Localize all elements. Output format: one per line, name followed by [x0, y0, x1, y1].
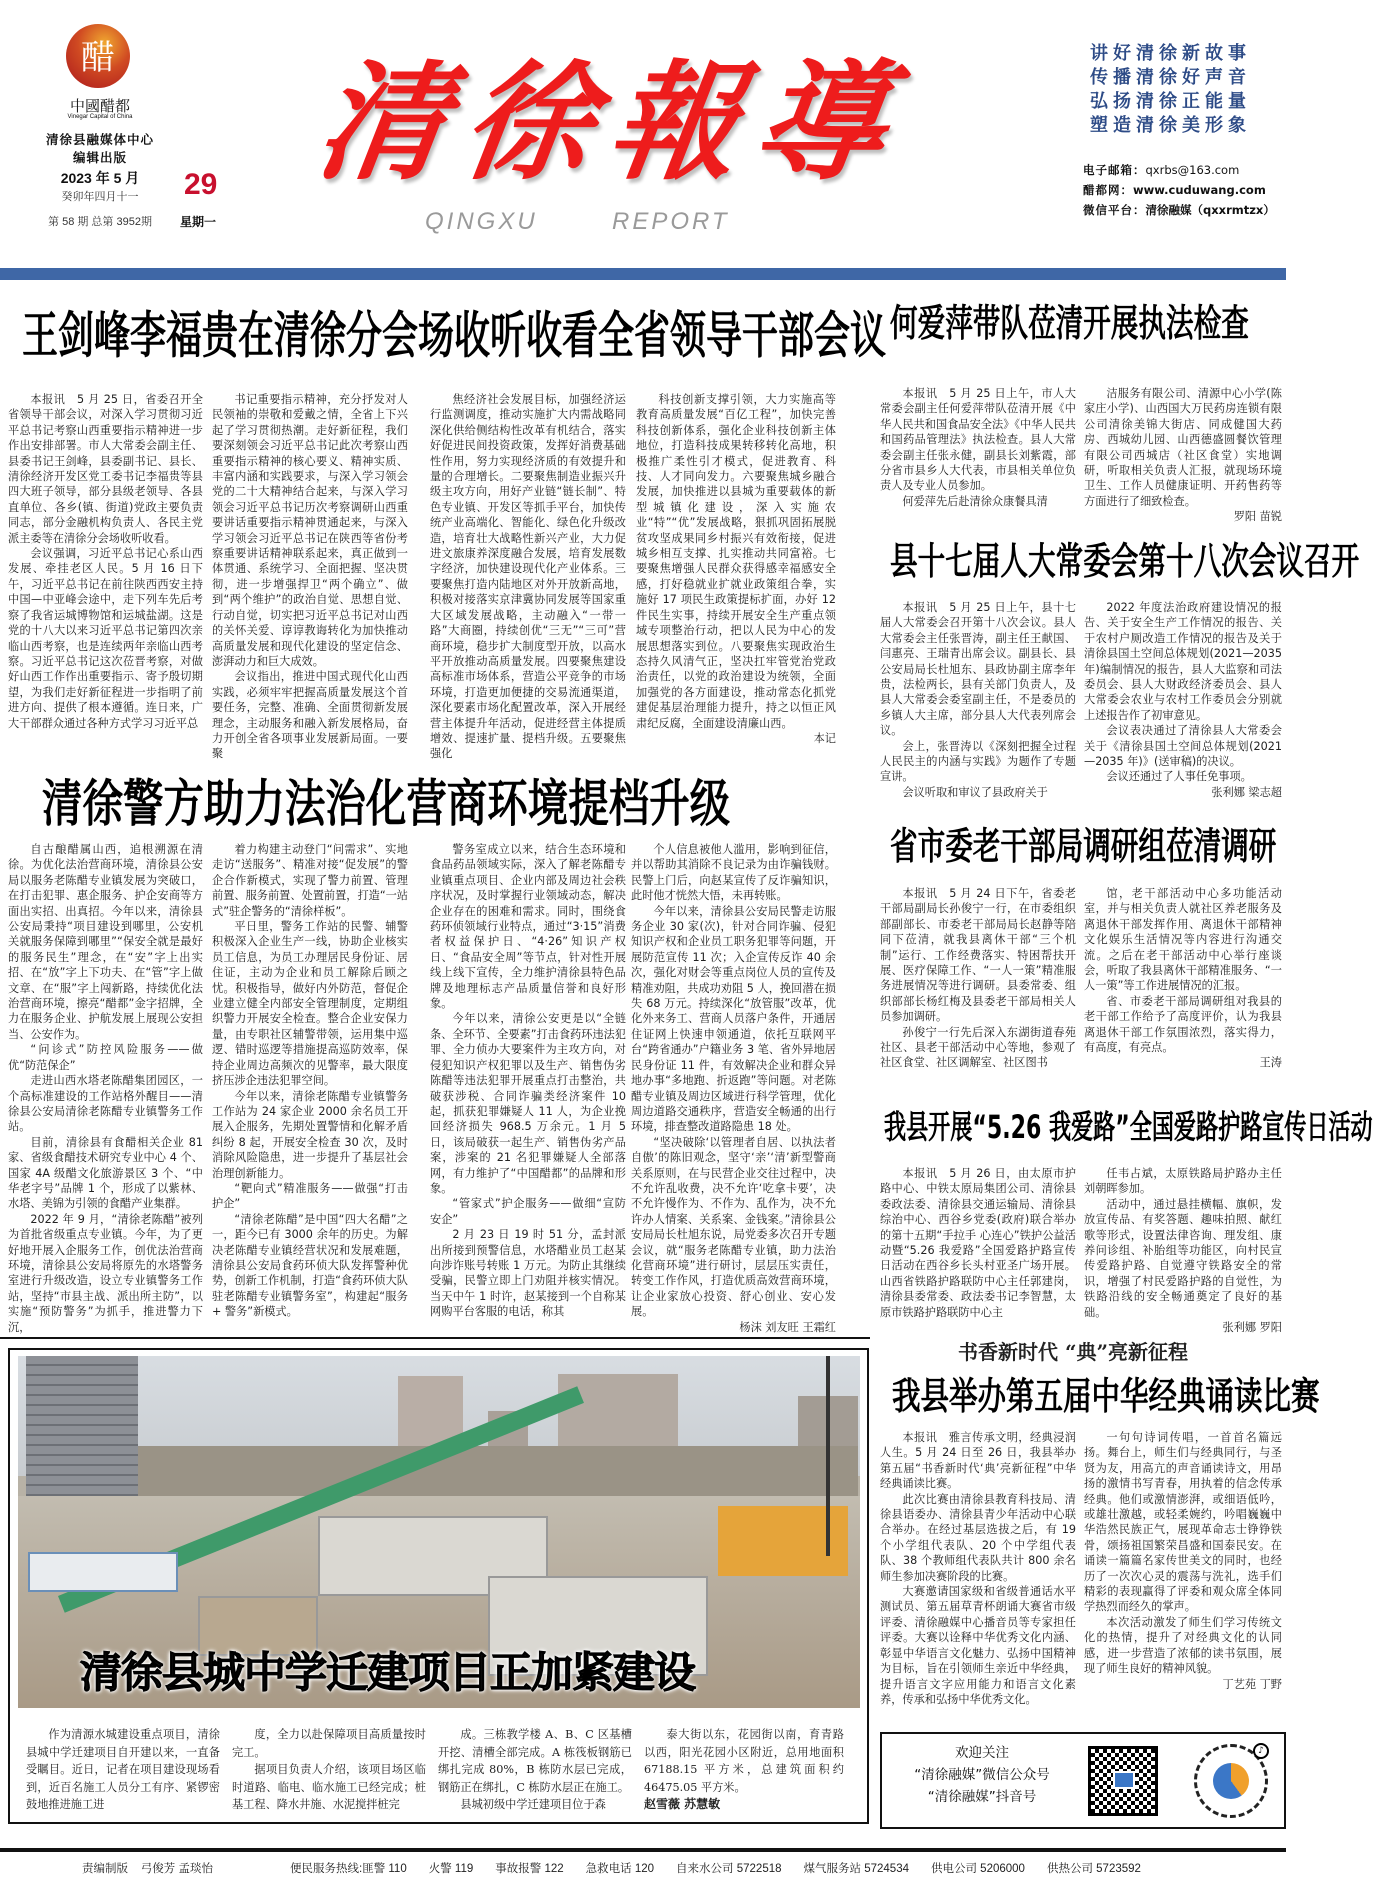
hotline: 火警 119 [428, 1863, 474, 1875]
paragraph: 活动中，通过悬挂横幅、旗帜，发放宣传品、有奖答题、趣味拍照、献红歌等形式，设置法律咨询、理发组、康养问诊组、补胎组等功能区，向村民宣传爱路护路、自觉遵守铁路安全的常识，增强了村民爱路护路的自觉性，为铁路沿线的安全畅通奠定了良好的基础。 [1084, 1197, 1282, 1319]
paragraph: 成。三栋教学楼 A、B、C 区基槽开挖、清槽全部完成。A 栋筏板钢筋已绑扎完成 80%，B 栋防水层已完成，钢筋正在绑扎，C 栋防水层正在施工。 [438, 1728, 632, 1794]
hotline: 便民服务热线:匪警 110 [290, 1863, 407, 1875]
hotline: 煤气服务站 5724534 [803, 1863, 909, 1875]
byline: 罗阳 苗锐 [1233, 510, 1282, 524]
publisher-edition: 编辑出版 [72, 150, 127, 165]
article-a1-col2 [212, 392, 408, 761]
paragraph: 本报讯 5 月 25 日，省委召开全省领导干部会议，对深入学习贯彻习近平总书记考察山西重要指示精神进一步作出安排部署。市人大常委会副主任、县委书记王剑峰，县委副书记、县长、清徐经济开发区党工委书记李福贵等县四大班子领导，部分县级老领导、各县直单位、各乡(镇、街道)党政主要负责同志，部分金融机构负责人、各民主党派主委等在清徐分会场收听收看。 [8, 393, 203, 545]
kicker-a7: 书香新时代 “典”亮新征程 [958, 1340, 1188, 1364]
headline-a7: 我县举办第五届中华经典诵读比赛 [892, 1375, 1320, 1419]
paragraph: 2022 年度法治政府建设情况的报告、关于安全生产工作情况的报告、关于农村户厕改造工作情况的报告及关于清徐县国土空间总体规划(2021—2035 年)编制情况的报告，县人大监察和司法委员会、县人大财政经济委员会、县人大常委会农业与农村工作委员会分别就上述报告作了初审意见。 [1084, 601, 1282, 722]
article-a1-col4 [636, 392, 836, 745]
headline-a6: 我县开展“5.26 我爱路”全国爱路护路宣传日活动 [884, 1108, 1373, 1146]
paragraph: 焦经济社会发展目标，加强经济运行监测调度，推动实施扩大内需战略同深化供给侧结构性改革有机结合，落实好促进民间投资政策，发挥好消费基础性作用，努力实现经济质的有效提升和量的合理增长。二要聚焦制造业振兴升级主攻方向，用好产业链“链长制”、特色专业镇、开发区等抓手平台，加快传统产业高端化、智能化、绿色化升级改造，培育壮大战略性新兴产业，大力促进文旅康养深度融合发展，培育发展数字经济，加快建设现代化产业体系。三要聚焦打造内陆地区对外开放新高地，积极对接落实京津冀协同发展等国家重大区域发展战略，主动融入“一带一路”大商圈，持续创优“三无”“三可”营商环境，稳步扩大制度型开放，以高水平开放推动高质量发展。四要聚焦建设高标准市场体系，营造公平竞争的市场环境，打造更加便捷的交易流通渠道，深化要素市场化配置改革，深入开展经营主体提升年活动，促进经营主体提质增效、提速扩量、提档升级。五要聚焦强化 [430, 393, 626, 761]
newspaper-title: 清徐報導 [307, 48, 914, 198]
paragraph: 任韦占斌，太原铁路局护路办主任刘朝晖参加。 [1084, 1167, 1282, 1196]
article-a4-col2 [1084, 600, 1282, 799]
tiktok-icon: ♪ [1253, 1743, 1269, 1759]
editors-label: 责编制版 [82, 1863, 128, 1875]
footer-editors [82, 1860, 213, 1876]
article-a7-col2 [1084, 1430, 1282, 1702]
article-a5-col2 [1084, 886, 1282, 1076]
article-a2-col2 [212, 842, 408, 1320]
contact-info [1083, 160, 1275, 220]
headline-a3: 何爱萍带队莅清开展执法检查 [890, 302, 1249, 346]
paragraph: 馆，老干部活动中心多功能活动室，并与相关负责人就社区养老服务及离退休干部发挥作用、离退休干部精神文化娱乐生活情况等内容进行沟通交流。之后在老干部活动中心举行座谈会，听取了我县离休干部精准服务、“一人一策”等工作进展情况的汇报。 [1084, 887, 1282, 993]
paragraph: 此次比赛由清徐县教育科技局、清徐县语委办、清徐县青少年活动中心联合举办。在经过基层选拔之后，有 19 个小学组代表队、20 个中学组代表队、38 个教师组代表队共计 800 余名师生参加决赛阶段的比赛。 [880, 1492, 1076, 1583]
paragraph: 本报讯 5 月 26 日，由太原市护路中心、中铁太原局集团公司、清徐县委政法委、清徐县交通运输局、清徐县综治中心、西谷乡党委(政府)联合举办的第十五期“手拉手 心连心”铁护公益活动暨“5.26 我爱路”全国爱路护路宣传日活动在西谷乡长头村亚圣广场开展。山西省铁路护路联防中心主任郭建岗，清徐县委常委、政法委书记李智慧，太原市铁路护路联防中心主 [880, 1167, 1076, 1319]
paragraph: 自古酿醋属山西，追根溯源在清徐。为优化法治营商环境，清徐县公安局以服务老陈醋专业镇发展为突破口，在打击犯罪、惠企服务、护企安商等方面出实招、出真招。今年以来，清徐县公安局秉持“项目建设到哪里，公安机关就服务保障到哪里”“保安全就是最好的服务民生”理念，在“安”字上出实招、在“放”字上下功夫、在“管”字上做文章、在“服”字上闯新路，持续优化法治营商环境，擦亮“醋都”金字招牌，全力在服务企业、护航发展上展现公安担当、公安作为。 [8, 843, 203, 1041]
photo-caption: 清徐县城中学迁建项目正加紧建设 [80, 1648, 696, 1697]
paragraph: “坚决破除‘以管理者自居、以执法者自傲’的陈旧观念，坚守‘亲’‘清’新型警商关系原则，在与民营企业交往过程中，决不允许乱收费，决不允许‘吃拿卡要’，决不允许慢作为、不作为、乱作为，决不允许办人情案、关系案、金钱案。”清徐县公安局局长杜旭东说，局党委多次召开专题会议，就“服务老陈醋专业镇，助力法治化营商环境”进行研讨，层层压实责任，转变工作作风，打造优质高效营商环境，让企业家放心投资、舒心创业、安心发展。 [631, 1135, 836, 1319]
paragraph: 2 月 23 日 19 时 51 分，孟封派出所接到预警信息，水塔醋业员工赵某向涉诈账号转账 1 万元。为防止其继续受骗，民警立即上门劝阻并核实情况。当天中午 1 时许，赵某接到一个自称某网购平台客服的电话，称其 [430, 1228, 626, 1319]
article-a8-col3 [438, 1726, 632, 1816]
wechat-qr-code-icon[interactable] [1088, 1746, 1158, 1816]
paragraph: 着力构建主动登门“问需求”、实地走访“送服务”、精准对接“促发展”的警企合作新模式，实现了警力前置、管理前置、服务前置、处置前置，打造“一站式”驻企警务的“清徐样板”。 [212, 843, 408, 918]
paragraph: 度，全力以赴保障项目高质量按时完工。 [232, 1728, 426, 1759]
headline-a5: 省市委老干部局调研组莅清调研 [890, 825, 1277, 869]
paragraph: 何爱萍先后赴清徐众康餐具清 [902, 494, 1048, 508]
follow-box [880, 1732, 1286, 1829]
byline: 张利娜 梁志超 [1211, 785, 1282, 799]
paragraph: 孙俊宁一行先后深入东湖街道春苑社区、县老干部活动中心等地，参观了社区食堂、社区调解室、社区图书 [880, 1025, 1076, 1070]
paragraph: 大赛邀请国家级和省级普通话水平测试员、第五届草青杯朗诵大赛省市级评委、清徐融媒中心播音员等专家担任评委。大赛以诠释中华优秀文化内涵、彰显中华语言文化魅力、弘扬中国精神为目标，旨在引领师生亲近中华经典，提升语言文字应用能力和语言文化素养，传承和弘扬中华优秀文化。 [880, 1585, 1076, 1706]
paragraph: 会议表决通过了清徐县人大常委会关于《清徐县国土空间总体规划(2021—2035 年)》(送审稿)的决议。 [1084, 724, 1282, 769]
douyin-qr-code-icon[interactable] [1194, 1744, 1268, 1818]
article-a3-col1 [880, 386, 1076, 506]
paragraph: 今年以来，清徐老陈醋专业镇警务工作站为 24 家企业 2000 余名员工开展入企服务，先期处置警情和化解矛盾纠纷 8 起，开展安全检查 30 次，及时消除风险隐患，进一步提升了基层社会治理创新能力。 [212, 1089, 408, 1180]
paragraph: 目前，清徐县有食醋相关企业 81 家、省级食醋技术研究专业中心 4 个、国家 4A 级醋文化旅游景区 3 个、“中华老字号”品牌 1 个，形成了以紫林、水塔、美锦为引领的食醋产业集群。 [8, 1135, 203, 1211]
article-a1-col1 [8, 392, 203, 738]
byline: 张利娜 罗阳 [1222, 1321, 1282, 1335]
article-a2-col4 [631, 842, 836, 1334]
byline: 杨沫 刘友旺 王霜红 [739, 1320, 836, 1334]
paragraph: 本次活动激发了师生们学习传统文化的热情，提升了对经典文化的认同感，进一步营造了浓郁的读书氛围，展现了师生良好的精神风貌。 [1084, 1615, 1282, 1676]
slogan: 弘扬清徐正能量 [1090, 91, 1251, 112]
paragraph: “问诊式”防控风险服务——做优“防范保企” [8, 1043, 203, 1072]
article-a6-col1 [880, 1166, 1076, 1341]
article-a2-col1 [8, 842, 203, 1334]
wechat-account: 清徐融媒（qxxrmtzx） [1145, 203, 1275, 217]
title-en-report: REPORT [612, 208, 730, 235]
paragraph: 本报讯 5 月 25 日上午，市人大常委会副主任何爱萍带队莅清开展《中华人民共和国食品安全法》《中华人民共和国药品管理法》执法检查。县人大常委会副主任张永健，副县长刘紫霞，部分省市县乡人大代表，市县相关单位负责人及专业人员参加。 [880, 387, 1076, 493]
paragraph: 省、市委老干部局调研组对我县的老干部工作给予了高度评价，认为我县离退休干部工作氛围浓烈，落实得力，有高度，有亮点。 [1084, 994, 1282, 1055]
editors-names: 弓俊芳 孟琰怡 [140, 1863, 213, 1875]
paragraph: 本报讯 5 月 25 日上午，县十七届人大常委会召开第十八次会议。县人大常委会主任张晋涛，副主任王献国、闫惠亮、王瑞青出席会议。副县长、县公安局局长杜旭东、县政协副主席李年贵，法检两长，县有关部门负责人，及县人大常委会委室副主任，不是委员的乡镇人大主席，部分县人大代表列席会议。 [880, 601, 1076, 738]
paragraph: 走进山西水塔老陈醋集团园区，一个高标准建设的工作站格外醒目——清徐县公安局清徐老陈醋专业镇警务工作站。 [8, 1074, 203, 1134]
paragraph: 本报讯 雅言传承文明，经典浸润人生。5 月 24 日至 26 日，我县举办第五届“书香新时代‘典’亮新征程”中华经典诵读比赛。 [880, 1431, 1076, 1491]
title-en-qingxu: QINGXU [425, 208, 538, 235]
hotline: 自来水公司 5722518 [676, 1863, 782, 1875]
slogan: 塑造清徐美形象 [1090, 115, 1251, 136]
paragraph: 作为清源水城建设重点项目，清徐县城中学迁建项目自开建以来，一直备受瞩目。近日，记者在项目建设现场看到，近百名施工人员分工有序、紧锣密鼓地推进施工进 [26, 1728, 220, 1811]
paragraph: 泰大街以东，花园街以南，育青路以西，阳光花园小区附近，总用地面积 67188.15 平方米，总建筑面积约 46475.05 平方米。 [644, 1728, 844, 1794]
issue-year-month: 2023 年 5 月 [60, 170, 140, 186]
lunar-date: 癸卯年四月十一 [61, 190, 139, 203]
paragraph: 书记重要指示精神，充分抒发对人民领袖的崇敬和爱戴之情，全省上下兴起了学习贯彻热潮。走好新征程，我们要深刻领会习近平总书记此次考察山西重要指示精神的核心要义、精神实质、丰富内涵和实践要求，与深入学习领会党的二十大精神结合起来，与深入学习领会习近平总书记历次考察调研山西重要讲话重要指示精神贯通起来，与深入学习领会习近平总书记在陕西等省份考察重要讲话精神联系起来，真正做到一体贯通、系统学习、全面把握、坚决贯彻，进一步增强捍卫“两个确立”、做到“两个维护”的政治自觉、思想自觉、行动自觉，切实把习近平总书记对山西的关怀关爱、谆谆教诲转化为加快推动高质量发展和现代化建设的坚定信念、澎湃动力和巨大成效。 [212, 393, 408, 668]
issue-number: 第 58 期 总第 3952期 [48, 216, 152, 228]
paragraph: 科技创新支撑引领，大力实施高等教育高质量发展“百亿工程”，加快完善科技创新体系，强化企业科技创新主体地位，打造科技成果转移转化高地，积极推广柔性引才模式，促进教育、科技、人才同向发力。六要聚焦城乡融合发展，加快推进以县城为重要载体的新型城镇化建设，深入实施农业“特”“优”发展战略，狠抓巩固拓展脱贫攻坚成果同乡村振兴有效衔接，促进城乡相互支撑、扎实推动共同富裕。七要聚焦增强人民群众获得感幸福感安全感，打好稳就业扩就业政策组合拳，实施好 17 项民生政策提标扩面，办好 12 件民生实事，持续开展安全生产重点领域专项整治行动，把以人民为中心的发展思想落实到位。八要聚焦实现政治生态持久风清气正，坚决扛牢管党治党政治责任，以党的政治建设为统领，全面加强党的各方面建设，推动常态化抓党建促基层治理能力提升，持之以恒正风肃纪反腐，全面建设清廉山西。 [636, 393, 836, 730]
paragraph: 县城初级中学迁建项目位于森 [460, 1798, 606, 1811]
logo-glyph: 醋 [81, 38, 115, 78]
paragraph: 今年以来，清徐公安更是以“全链条、全环节、全要素”打击食药环违法犯罪、全力侦办大要案件为主攻方向，对侵犯知识产权犯罪以及生产、销售伪劣陈醋等违法犯罪开展重点打击整治，共破获涉税、合同诈骗类经济案件 10 起，抓获犯罪嫌疑人 11 人，为企业挽回经济损失 968.5 万余元。1 月 5 日，该局破获一起生产、销售伪劣产品案，涉案的 21 名犯罪嫌疑人全部落网，有力维护了“中国醋都”的品牌和形象。 [430, 1012, 626, 1195]
paragraph: 据项目负责人介绍，该项目场区临时道路、临电、临水施工已经完成；桩基工程、降水井施、水泥搅拌桩完 [232, 1763, 426, 1811]
paragraph: 个人信息被他人滥用，影响到征信，并以帮助其消除不良记录为由诈骗钱财。民警上门后，向赵某宣传了反诈骗知识，此时他才恍然大悟，未再转账。 [631, 843, 836, 903]
paragraph: 会议还通过了人事任免事项。 [1106, 770, 1252, 784]
article-a8-col1 [26, 1726, 220, 1816]
headline-a1: 王剑峰李福贵在清徐分会场收听收看全省领导干部会议 [22, 307, 886, 365]
contact-label: 微信平台： [1083, 203, 1146, 217]
paragraph: 会议听取和审议了县政府关于 [902, 785, 1048, 799]
section-rule [0, 1337, 870, 1339]
paragraph: 今年以来，清徐县公安局民警走访服务企业 30 家(次)，针对合同诈骗、侵犯知识产权和企业员工职务犯罪等问题，开展防范宣传 11 次；入企宣传反诈 40 余次，强化对财会等重点岗位人员的宣传及精准劝阻，共成功劝阻 5 人，挽回潜在损失 68 万元。持续深化“放管服”改革，优化外来务工、营商人员落户条件，开通居住证网上快速申领通道，依托互联网平台“跨省通办”户籍业务 3 笔、省外异地居民身份证 11 件，有效解决企业和群众异地办事“多地跑、折返跑”等问题。对老陈醋专业镇及周边区域进行科学管理，优化周边道路交通秩序，营造安全畅通的出行环境，排查整改道路隐患 18 处。 [631, 904, 836, 1134]
article-a4-col1 [880, 600, 1076, 799]
paragraph: “清徐老陈醋”是中国“四大名醋”之一，距今已有 3000 余年的历史。为解决老陈醋专业镇经营状况和发展难题，清徐县公安局食药环侦大队发挥警种优势，创新工作机制，打造“食药环侦大队驻老陈醋专业镇警务室”，构建起“服务 + 警务”新模式。 [212, 1212, 408, 1319]
headline-a2: 清徐警方助力法治化营商环境提档升级 [42, 773, 731, 834]
paragraph: 警务室成立以来，结合生态环境和食品药品领域实际，深入了解老陈醋专业镇重点项目、企业内部及周边社会秩序状况，及时掌握行业领域动态，解决企业存在的困难和需求。同时，围绕食药环侦领域行业特点，通过“3·15”消费者权益保护日、“4·26”知识产权日、“食品安全周”等节点，针对性开展线上线下宣传，全力维护清徐县特色品牌及地理标志产品质量信誉和良好形象。 [430, 843, 626, 1011]
contact-label: 电子邮箱： [1083, 163, 1146, 177]
follow-heading: 欢迎关注 [955, 1745, 1009, 1761]
article-a1-col3 [430, 392, 626, 761]
byline: 本记 [813, 731, 836, 745]
paragraph: 洁服务有限公司、清源中心小学(陈家庄小学)、山西国大万民药房连锁有限公司清徐美锦大街店、同成健国大药房、西城幼儿园、山西德盛圆餐饮管理有限公司西城店（社区食堂）实地调研，听取相关负责人汇报，就现场环境卫生、工作人员健康证明、开药售药等方面进行了细致检查。 [1084, 387, 1282, 508]
footer-rule [0, 1848, 1286, 1852]
byline: 丁艺苑 丁野 [1222, 1677, 1282, 1691]
paragraph: 一句句诗词传唱，一首首名篇远扬。舞台上，师生们与经典同行，与圣贤为友，用高亢的声音诵读诗文，用昂扬的激情书写青春，用执着的信念传承经典。他们或激情澎湃，或细语低吟，或雄壮激越，或轻柔婉约，吟唱巍巍中华浩然民族正气，展现革命志士铮铮铁骨，颂扬祖国繁荣昌盛和国泰民安。在诵读一篇篇名家传世美文的同时，也经历了一次次心灵的震荡与洗礼，选手们精彩的表现赢得了评委和观众席全体同学热烈而经久的掌声。 [1084, 1431, 1282, 1614]
logo-en-text: Vinegar Capital of China [67, 114, 133, 120]
slogan: 传播清徐好声音 [1090, 67, 1251, 88]
hotline: 急救电话 120 [585, 1863, 655, 1875]
publisher-name: 清徐县融媒体中心 [45, 132, 154, 147]
hotline: 供热公司 5723592 [1046, 1863, 1141, 1875]
article-a7-col1 [880, 1430, 1076, 1706]
paragraph: “管家式”护企服务——做细“宣防安企” [430, 1197, 626, 1226]
paragraph: 平日里，警务工作站的民警、辅警积极深入企业生产一线，协助企业核实员工信息，为员工办理居民身份证、居住证，主动为企业和员工解除后顾之忧。积极指导，做好内外防范，督促企业建立健全内部安全管理制度，定期组织警力开展安全检查。整合企业安保力量，由专职社区辅警带领，运用集中巡逻、错时巡逻等措施提高巡防效率，保持企业周边高频次的见警率，最大限度挤压涉企违法犯罪空间。 [212, 920, 408, 1088]
hotline: 供电公司 5206000 [930, 1863, 1025, 1875]
douyin-account-label: “清徐融媒”抖音号 [927, 1789, 1037, 1805]
paragraph: 会上，张晋涛以《深刻把握全过程人民民主的内涵与实践》为题作了专题宣讲。 [880, 739, 1076, 784]
paragraph: 会议指出，推进中国式现代化山西实践，必须牢牢把握高质量发展这个首要任务，完整、准确、全面贯彻新发展理念，主动服务和融入新发展格局，奋力开创全省各项事业发展新局面。一要聚 [212, 670, 408, 761]
paragraph: “靶向式”精准服务——做强“打击护企” [212, 1181, 408, 1211]
headline-a4: 县十七届人大常委会第十八次会议召开 [890, 540, 1360, 584]
paragraph: 2022 年 9 月，“清徐老陈醋”被列为首批省级重点专业镇。今年，为了更好地开展入企服务工作，创优法治营商环境，清徐县公安局将原先的水塔警务室进行升级改造，设立专业镇警务工作站，坚持“市县主战、派出所主防”，以实施“预防警务”为抓手，推进警力下沉， [8, 1212, 203, 1334]
article-a8-col4 [644, 1726, 844, 1816]
hotline: 事故报警 122 [495, 1863, 564, 1875]
website-link[interactable]: www.cuduwang.com [1133, 183, 1266, 197]
wechat-account-label: “清徐融媒”微信公众号 [914, 1767, 1050, 1783]
article-a2-col3 [430, 842, 626, 1320]
logo-cn-text: 中國醋都 [69, 97, 130, 115]
footer-hotlines [290, 1860, 1141, 1876]
issue-day: 29 [184, 168, 218, 201]
masthead-divider [0, 268, 1286, 280]
byline: 王涛 [1259, 1056, 1282, 1070]
article-a5-col1 [880, 886, 1076, 1076]
article-a8-col2 [232, 1726, 426, 1816]
byline: 赵雪薇 苏慧敏 [644, 1797, 721, 1811]
paragraph: 本报讯 5 月 24 日下午，省委老干部局副局长孙俊宁一行，在市委组织部副部长、市委老干部局局长赵静等陪同下莅清，就我县离休干部“三个机制”运行、工作经费落实、特困帮扶开展、医疗保障工作、“一人一策”精准服务进展情况等进行调研。县委常委、组织部部长杨红梅及县委老干部局相关人员参加调研。 [880, 887, 1076, 1024]
article-a3-col2 [1084, 386, 1282, 524]
email-link[interactable]: qxrbs@163.com [1145, 163, 1240, 177]
slogans [1090, 42, 1251, 138]
contact-label: 醋都网： [1083, 183, 1133, 197]
paragraph: 会议强调，习近平总书记心系山西发展、牵挂老区人民。5 月 16 日下午，习近平总书记在前往陕西西安主持中国—中亚峰会途中，走下列车先后考察了我省运城博物馆和运城盐湖。这是党的十八大以来习近平总书记第四次亲临山西考察，也是连续两年亲临山西考察。习近平总书记这次莅晋考察，对做好山西工作作出重要指示、寄予殷切期望，为我们走好新征程进一步指明了前进方向、提供了根本遵循。连日来，广大干部群众通过各种方式学习习近平总 [8, 547, 203, 730]
weekday: 星期一 [180, 215, 217, 229]
slogan: 讲好清徐新故事 [1090, 43, 1251, 64]
article-a6-col2 [1084, 1166, 1282, 1341]
